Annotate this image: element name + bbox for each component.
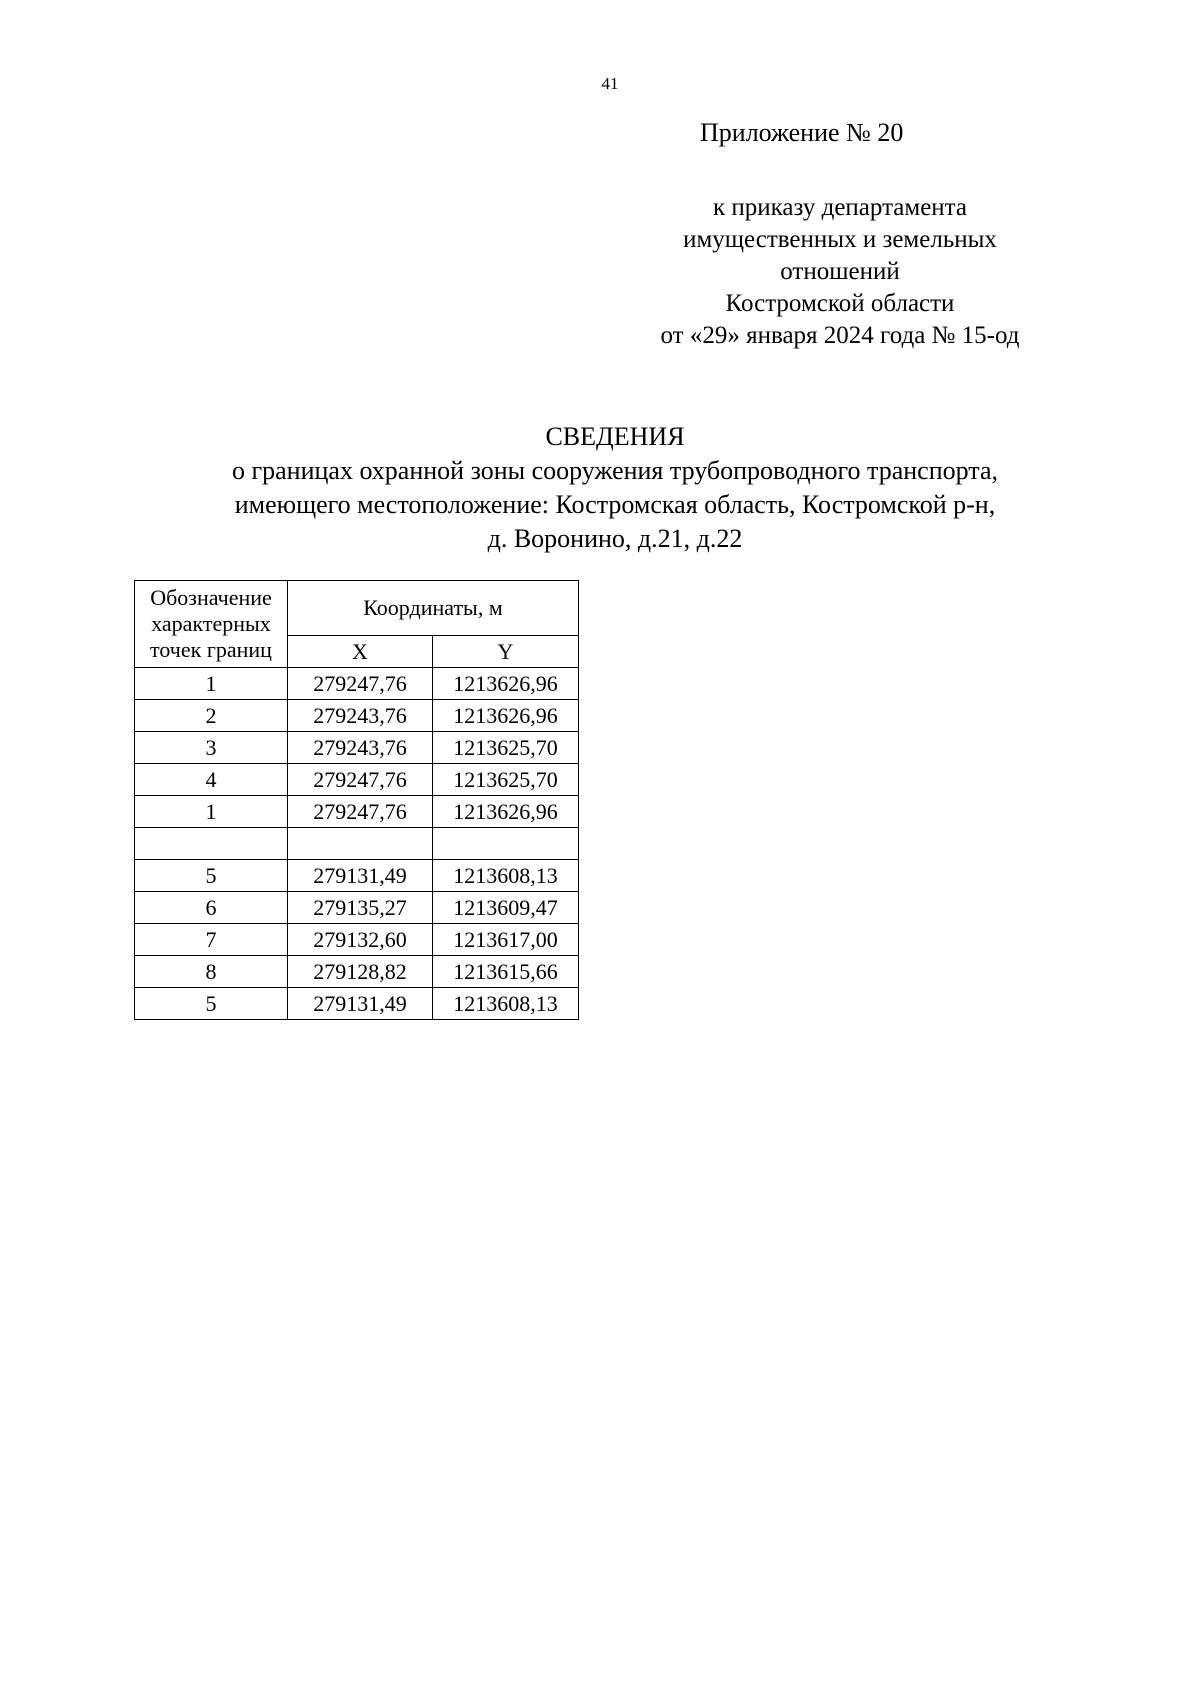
x-cell: 279247,76	[288, 764, 433, 796]
y-cell: 1213609,47	[433, 892, 579, 924]
point-cell: 3	[135, 732, 288, 764]
x-cell: 279243,76	[288, 700, 433, 732]
point-cell: 6	[135, 892, 288, 924]
y-cell: 1213608,13	[433, 988, 579, 1020]
header-coordinates: Координаты, м	[288, 581, 579, 636]
header-point-line: Обозначение	[150, 585, 272, 610]
table-row	[135, 700, 579, 732]
y-cell: 1213626,96	[433, 700, 579, 732]
order-reference-line: к приказу департамента	[712, 194, 968, 221]
x-cell: 279132,60	[288, 924, 433, 956]
point-cell: 2	[135, 700, 288, 732]
y-cell: 1213625,70	[433, 732, 579, 764]
document-heading	[120, 420, 1110, 556]
x-cell: 279135,27	[288, 892, 433, 924]
order-reference-date-line: от «29» января 2024 года № 15-од	[660, 322, 1020, 349]
point-cell: 7	[135, 924, 288, 956]
y-cell: 1213626,96	[433, 796, 579, 828]
order-reference-line: имущественных и земельных	[683, 226, 997, 253]
point-cell: 8	[135, 956, 288, 988]
order-reference-line: отношений	[780, 258, 900, 285]
appendix-title: Приложение № 20	[700, 118, 904, 147]
table-row	[135, 956, 579, 988]
point-cell: 5	[135, 860, 288, 892]
y-cell: 1213615,66	[433, 956, 579, 988]
point-cell: 5	[135, 988, 288, 1020]
y-cell	[433, 828, 579, 860]
order-reference-line: Костромской области	[725, 290, 955, 317]
header-point-line: точек границ	[150, 637, 272, 662]
document-subtitle-line: д. Воронино, д.21, д.22	[487, 524, 743, 553]
y-cell: 1213617,00	[433, 924, 579, 956]
y-cell: 1213626,96	[433, 668, 579, 700]
header-point-line: характерных	[151, 611, 271, 636]
point-cell: 4	[135, 764, 288, 796]
page-number: 41	[601, 74, 619, 93]
table-row	[135, 732, 579, 764]
header-x: X	[288, 636, 433, 668]
document-subtitle-line: имеющего местоположение: Костромская область, Костромской р-н,	[234, 490, 996, 519]
document-title: СВЕДЕНИЯ	[545, 422, 685, 451]
x-cell: 279128,82	[288, 956, 433, 988]
header-point-designation	[135, 581, 288, 668]
point-cell: 1	[135, 668, 288, 700]
y-cell: 1213625,70	[433, 764, 579, 796]
table-row	[135, 668, 579, 700]
table-row	[135, 988, 579, 1020]
coordinates-table	[134, 580, 579, 1020]
table-row-empty	[135, 828, 579, 860]
point-cell	[135, 828, 288, 860]
x-cell: 279247,76	[288, 668, 433, 700]
x-cell: 279131,49	[288, 988, 433, 1020]
document-subtitle-line: о границах охранной зоны сооружения трубопроводного транспорта,	[231, 456, 999, 485]
table-row	[135, 924, 579, 956]
table-row	[135, 860, 579, 892]
point-cell: 1	[135, 796, 288, 828]
y-cell: 1213608,13	[433, 860, 579, 892]
header-y: Y	[433, 636, 579, 668]
table-row	[135, 892, 579, 924]
x-cell	[288, 828, 433, 860]
table-row	[135, 796, 579, 828]
x-cell: 279131,49	[288, 860, 433, 892]
table-row	[135, 764, 579, 796]
x-cell: 279247,76	[288, 796, 433, 828]
order-reference	[620, 192, 1060, 352]
x-cell: 279243,76	[288, 732, 433, 764]
